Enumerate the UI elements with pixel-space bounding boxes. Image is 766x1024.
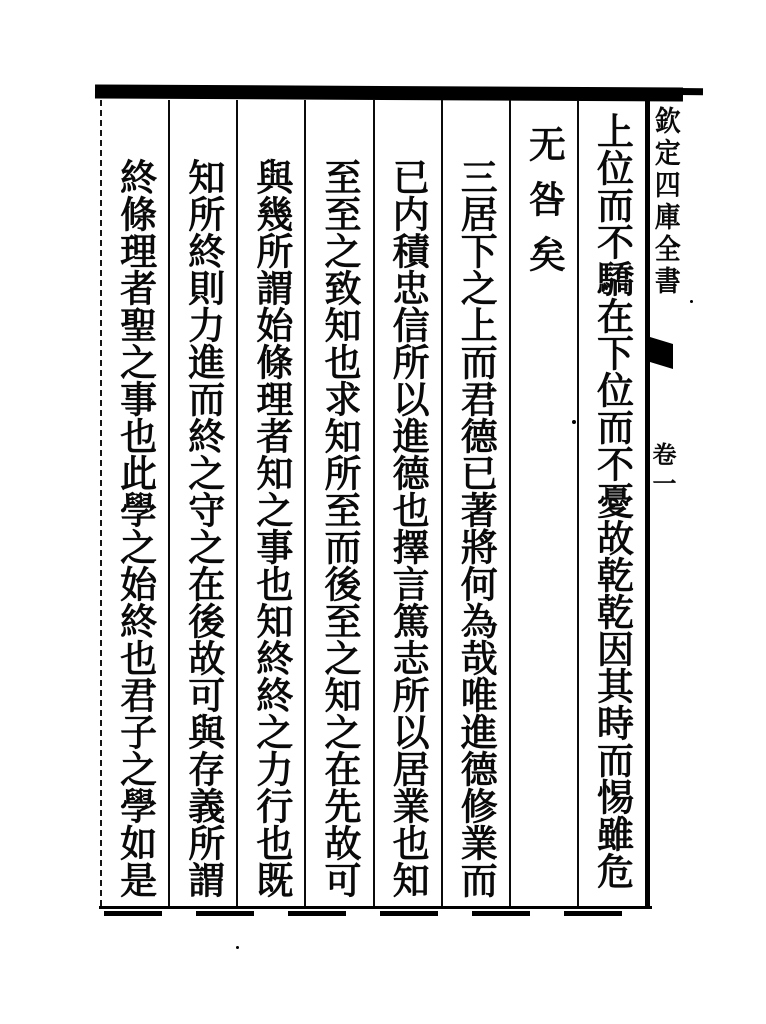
bottom-border-rough	[104, 911, 650, 916]
top-border-extension	[655, 88, 703, 95]
text-column-1	[577, 100, 645, 906]
column-text: 終條理者聖之事也此學之始終也君子之學如是	[113, 158, 158, 898]
black-tab-marker-icon	[650, 337, 673, 369]
ink-speck	[236, 946, 239, 949]
ink-speck	[572, 420, 576, 424]
column-text: 无咎矣	[522, 125, 567, 290]
column-text: 知所終則力進而終之守之在後故可與存義所謂	[181, 158, 226, 898]
bottom-border	[99, 906, 652, 909]
right-margin	[650, 100, 710, 906]
column-text: 與幾所謂始條理者知之事也知終終之力行也既	[249, 158, 294, 898]
text-column-6	[236, 100, 304, 906]
text-column-4	[373, 100, 441, 906]
ink-speck	[690, 300, 693, 303]
text-column-3	[441, 100, 509, 906]
top-border	[95, 84, 683, 101]
series-title: 欽定四庫全書	[651, 106, 682, 298]
text-column-8	[102, 100, 168, 906]
column-text: 至至之致知也求知所至而後至之知之在先故可	[317, 158, 362, 898]
column-text: 已内積忠信所以進德也擇言篤志所以居業也知	[386, 158, 431, 898]
text-frame	[100, 100, 650, 906]
column-text: 上位而不驕在下位而不憂故乾乾因其時而惕雖危	[590, 112, 635, 889]
text-column-2	[509, 100, 577, 906]
column-text: 三居下之上而君德已著將何為哉唯進德修業而	[454, 158, 499, 898]
text-column-5	[304, 100, 372, 906]
text-column-7	[168, 100, 236, 906]
volume-label: 卷一	[648, 442, 677, 500]
